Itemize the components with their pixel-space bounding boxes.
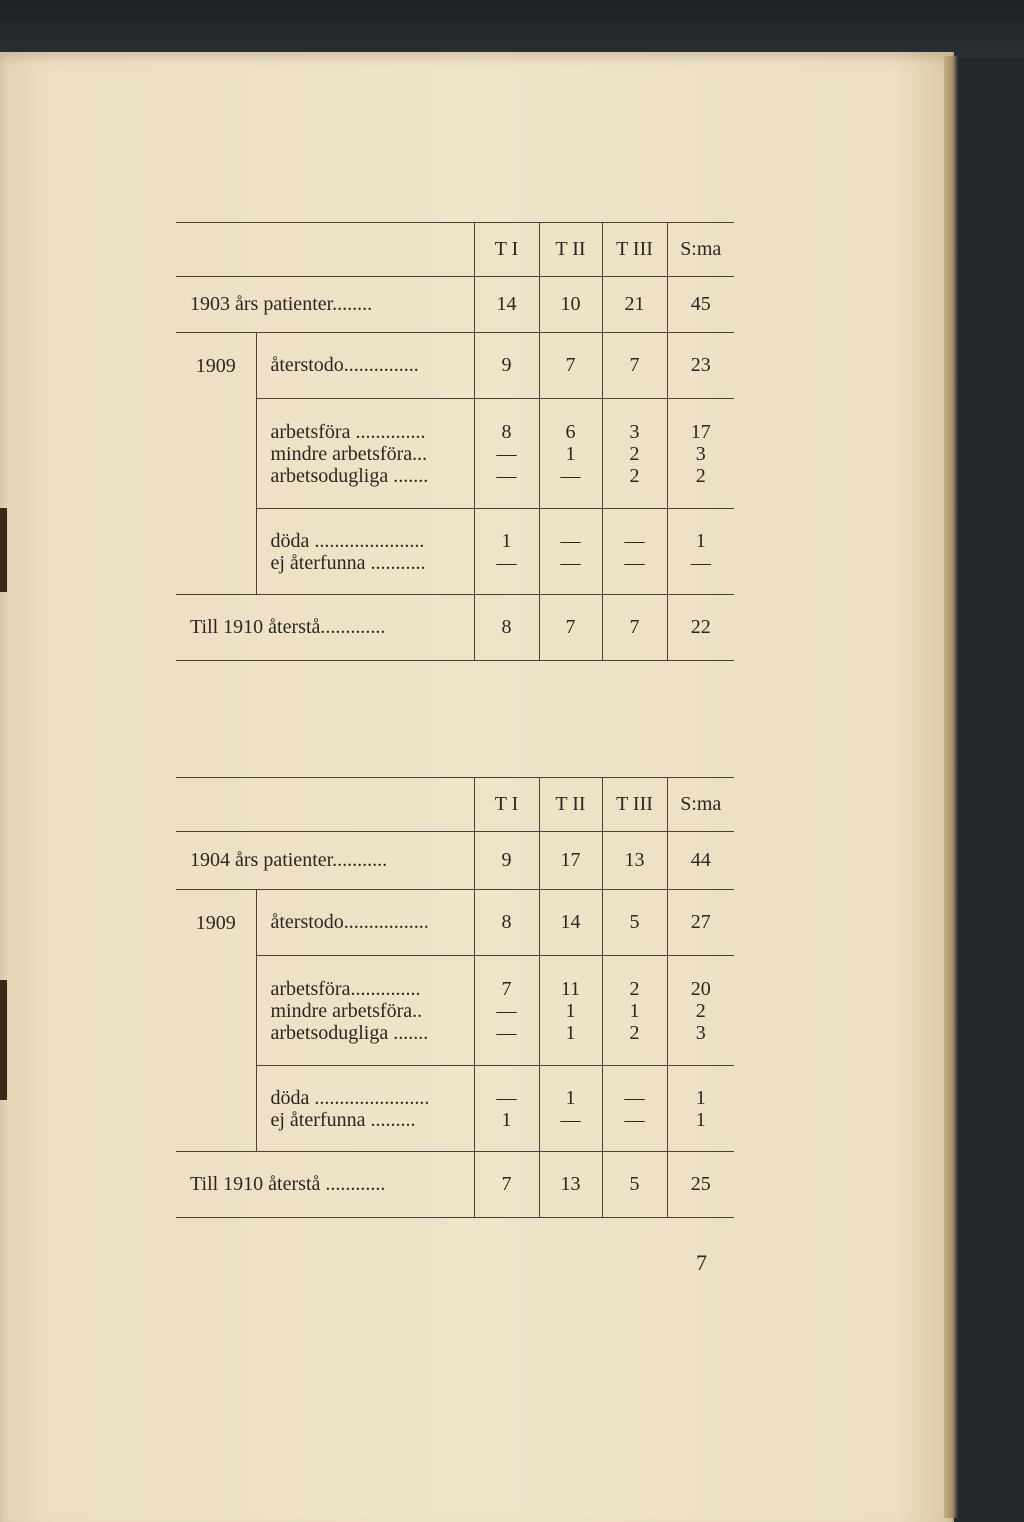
cell: — (624, 529, 645, 552)
deceased-labels (256, 509, 474, 595)
patients-label: 1904 års patienter........... (176, 832, 474, 890)
total-t1: 7 (474, 1152, 539, 1218)
label-less-working: mindre arbetsföra... (270, 442, 428, 465)
header-row (176, 778, 734, 832)
cell: 1 (695, 1108, 706, 1131)
deceased-group (176, 1066, 734, 1152)
cell: 1 (565, 999, 576, 1022)
label-dead: döda ...................... (270, 529, 425, 552)
label-dead: döda ....................... (270, 1086, 430, 1109)
remaining-t1: 8 (474, 890, 539, 956)
col-header-t1: T I (474, 223, 539, 277)
cell: 2 (695, 464, 706, 487)
remaining-t2: 14 (539, 890, 602, 956)
total-row (176, 1152, 734, 1218)
cell: — (496, 999, 517, 1022)
patients-row (176, 277, 734, 333)
remaining-row (176, 333, 734, 399)
header-row (176, 223, 734, 277)
patients-t3: 13 (602, 832, 667, 890)
page-edge (944, 56, 958, 1518)
work-capacity-t2 (539, 399, 602, 509)
cell: 3 (629, 420, 640, 443)
work-capacity-group (176, 956, 734, 1066)
patients-sum: 45 (667, 277, 734, 333)
cell: — (560, 529, 581, 552)
cell: 2 (629, 442, 640, 465)
total-label: Till 1910 återstå............. (176, 595, 474, 661)
cell: — (624, 551, 645, 574)
deceased-t1 (474, 1066, 539, 1152)
statistics-table-1904 (176, 777, 734, 1218)
work-capacity-group (176, 399, 734, 509)
scan-backdrop (0, 0, 1024, 58)
remaining-sum: 23 (667, 333, 734, 399)
cell: 1 (501, 1108, 512, 1131)
label-unfit: arbetsodugliga ....... (270, 1021, 429, 1044)
deceased-t2 (539, 509, 602, 595)
patients-t2: 17 (539, 832, 602, 890)
statistics-table-1903 (176, 222, 734, 661)
patients-sum: 44 (667, 832, 734, 890)
binding-mark (0, 980, 7, 1100)
col-header-t2: T II (539, 223, 602, 277)
year-label: 1909 (176, 333, 256, 595)
cell: 2 (629, 977, 640, 1000)
cell: 20 (690, 977, 711, 1000)
patients-t3: 21 (602, 277, 667, 333)
work-capacity-t2 (539, 956, 602, 1066)
cell: — (496, 551, 517, 574)
cell: — (690, 551, 711, 574)
deceased-t2 (539, 1066, 602, 1152)
cell: — (624, 1086, 645, 1109)
remaining-sum: 27 (667, 890, 734, 956)
cell: 11 (560, 977, 581, 1000)
col-header-t3: T III (602, 778, 667, 832)
remaining-t3: 5 (602, 890, 667, 956)
total-t2: 13 (539, 1152, 602, 1218)
cell: 1 (629, 999, 640, 1022)
total-t3: 7 (602, 595, 667, 661)
total-t2: 7 (539, 595, 602, 661)
cell: — (496, 1021, 517, 1044)
deceased-group (176, 509, 734, 595)
deceased-labels (256, 1066, 474, 1152)
cell: — (496, 442, 517, 465)
page-number: 7 (696, 1250, 707, 1275)
work-capacity-t1 (474, 956, 539, 1066)
work-capacity-sum (667, 399, 734, 509)
col-header-t1: T I (474, 778, 539, 832)
cell: — (560, 551, 581, 574)
work-capacity-labels (256, 956, 474, 1066)
label-not-found: ej återfunna ........... (270, 551, 426, 574)
patients-row (176, 832, 734, 890)
work-capacity-labels (256, 399, 474, 509)
cell: 2 (629, 1021, 640, 1044)
remaining-t2: 7 (539, 333, 602, 399)
deceased-t1 (474, 509, 539, 595)
header-empty-cell (176, 778, 474, 832)
patients-t1: 14 (474, 277, 539, 333)
cell: 7 (501, 977, 512, 1000)
total-label: Till 1910 återstå ............ (176, 1152, 474, 1218)
cell: — (560, 464, 581, 487)
col-header-sum: S:ma (667, 223, 734, 277)
total-sum: 25 (667, 1152, 734, 1218)
year-label: 1909 (176, 890, 256, 1152)
deceased-t3 (602, 1066, 667, 1152)
label-less-working: mindre arbetsföra.. (270, 999, 423, 1022)
cell: 2 (629, 464, 640, 487)
patients-t2: 10 (539, 277, 602, 333)
label-working: arbetsföra.............. (270, 977, 421, 1000)
col-header-sum: S:ma (667, 778, 734, 832)
cell: 17 (690, 420, 711, 443)
cell: 1 (565, 1086, 576, 1109)
deceased-sum (667, 509, 734, 595)
total-t1: 8 (474, 595, 539, 661)
cell: 1 (695, 529, 706, 552)
work-capacity-sum (667, 956, 734, 1066)
header-empty-cell (176, 223, 474, 277)
col-header-t2: T II (539, 778, 602, 832)
cell: — (560, 1108, 581, 1131)
deceased-sum (667, 1066, 734, 1152)
cell: 1 (565, 442, 576, 465)
label-working: arbetsföra .............. (270, 420, 426, 443)
total-t3: 5 (602, 1152, 667, 1218)
label-unfit: arbetsodugliga ....... (270, 464, 429, 487)
cell: 3 (695, 1021, 706, 1044)
cell: 2 (695, 999, 706, 1022)
remaining-row (176, 890, 734, 956)
cell: — (624, 1108, 645, 1131)
total-sum: 22 (667, 595, 734, 661)
cell: 3 (695, 442, 706, 465)
cell: — (496, 464, 517, 487)
work-capacity-t3 (602, 399, 667, 509)
remaining-label: återstodo............... (256, 333, 474, 399)
col-header-t3: T III (602, 223, 667, 277)
cell: 1 (565, 1021, 576, 1044)
remaining-t3: 7 (602, 333, 667, 399)
cell: 6 (565, 420, 576, 443)
deceased-t3 (602, 509, 667, 595)
work-capacity-t1 (474, 399, 539, 509)
patients-label: 1903 års patienter........ (176, 277, 474, 333)
total-row (176, 595, 734, 661)
binding-mark (0, 508, 7, 592)
cell: 8 (501, 420, 512, 443)
label-not-found: ej återfunna ......... (270, 1108, 416, 1131)
remaining-t1: 9 (474, 333, 539, 399)
work-capacity-t3 (602, 956, 667, 1066)
patients-t1: 9 (474, 832, 539, 890)
remaining-label: återstodo................. (256, 890, 474, 956)
cell: 1 (501, 529, 512, 552)
cell: — (496, 1086, 517, 1109)
cell: 1 (695, 1086, 706, 1109)
